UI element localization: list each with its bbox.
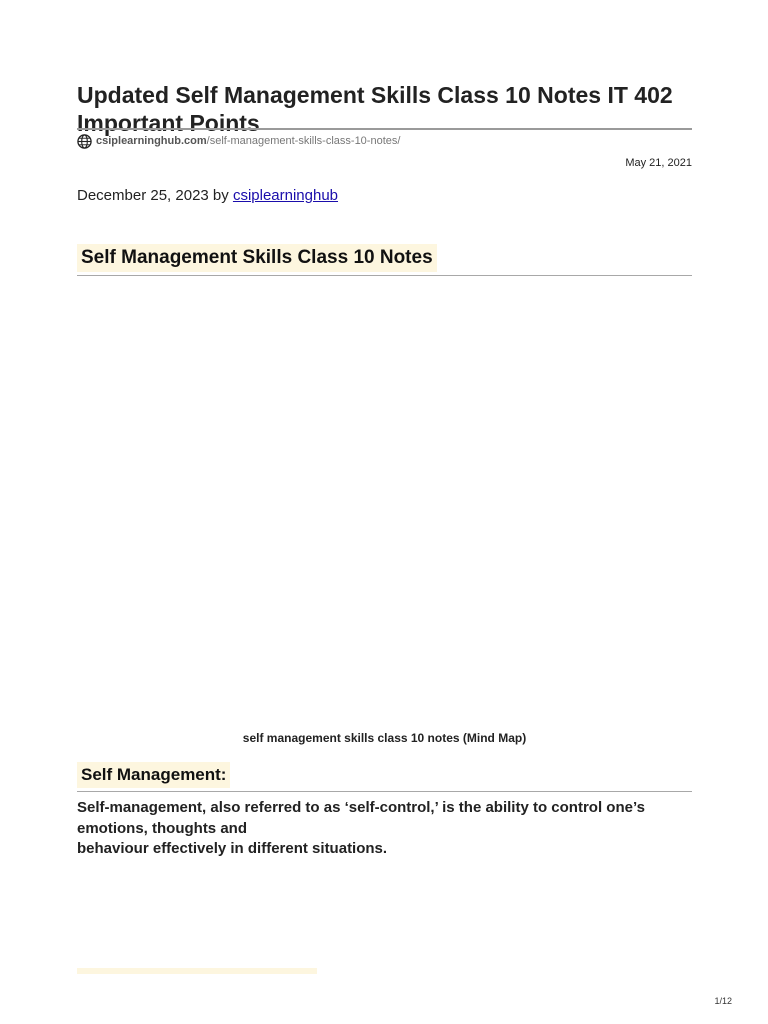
section-heading-label: Self Management Skills Class 10 Notes	[77, 244, 437, 272]
source-domain: csiplearninghub.com	[96, 135, 207, 147]
source-path: /self-management-skills-class-10-notes/	[206, 135, 401, 147]
title-divider	[77, 128, 692, 130]
publish-date: December 25, 2023 by	[77, 187, 233, 204]
paragraph-line: Self-management, also referred to as ‘self-control,’ is the ability to control one’s	[77, 799, 645, 816]
author-link[interactable]: csiplearninghub	[232, 187, 339, 204]
globe-icon	[77, 134, 92, 149]
section-heading-label: Self Management:	[77, 762, 230, 788]
section-heading-notes	[77, 244, 692, 276]
source-url[interactable]	[77, 133, 400, 149]
section-heading-self-management	[77, 762, 692, 792]
page-title: Updated Self Management Skills Class 10 Notes IT 402 Important Points	[77, 82, 673, 137]
next-section-heading-highlight	[77, 968, 317, 974]
page-indicator: 1/12	[714, 996, 732, 1006]
saved-date: May 21, 2021	[625, 157, 692, 169]
byline	[77, 187, 338, 204]
mind-map-image	[77, 290, 692, 720]
paragraph-line: behaviour effectively in different situations.	[77, 840, 388, 857]
paragraph-line: emotions, thoughts and	[77, 819, 247, 837]
definition-paragraph	[77, 798, 692, 860]
figure-caption: self management skills class 10 notes (Mind Map)	[242, 731, 527, 745]
